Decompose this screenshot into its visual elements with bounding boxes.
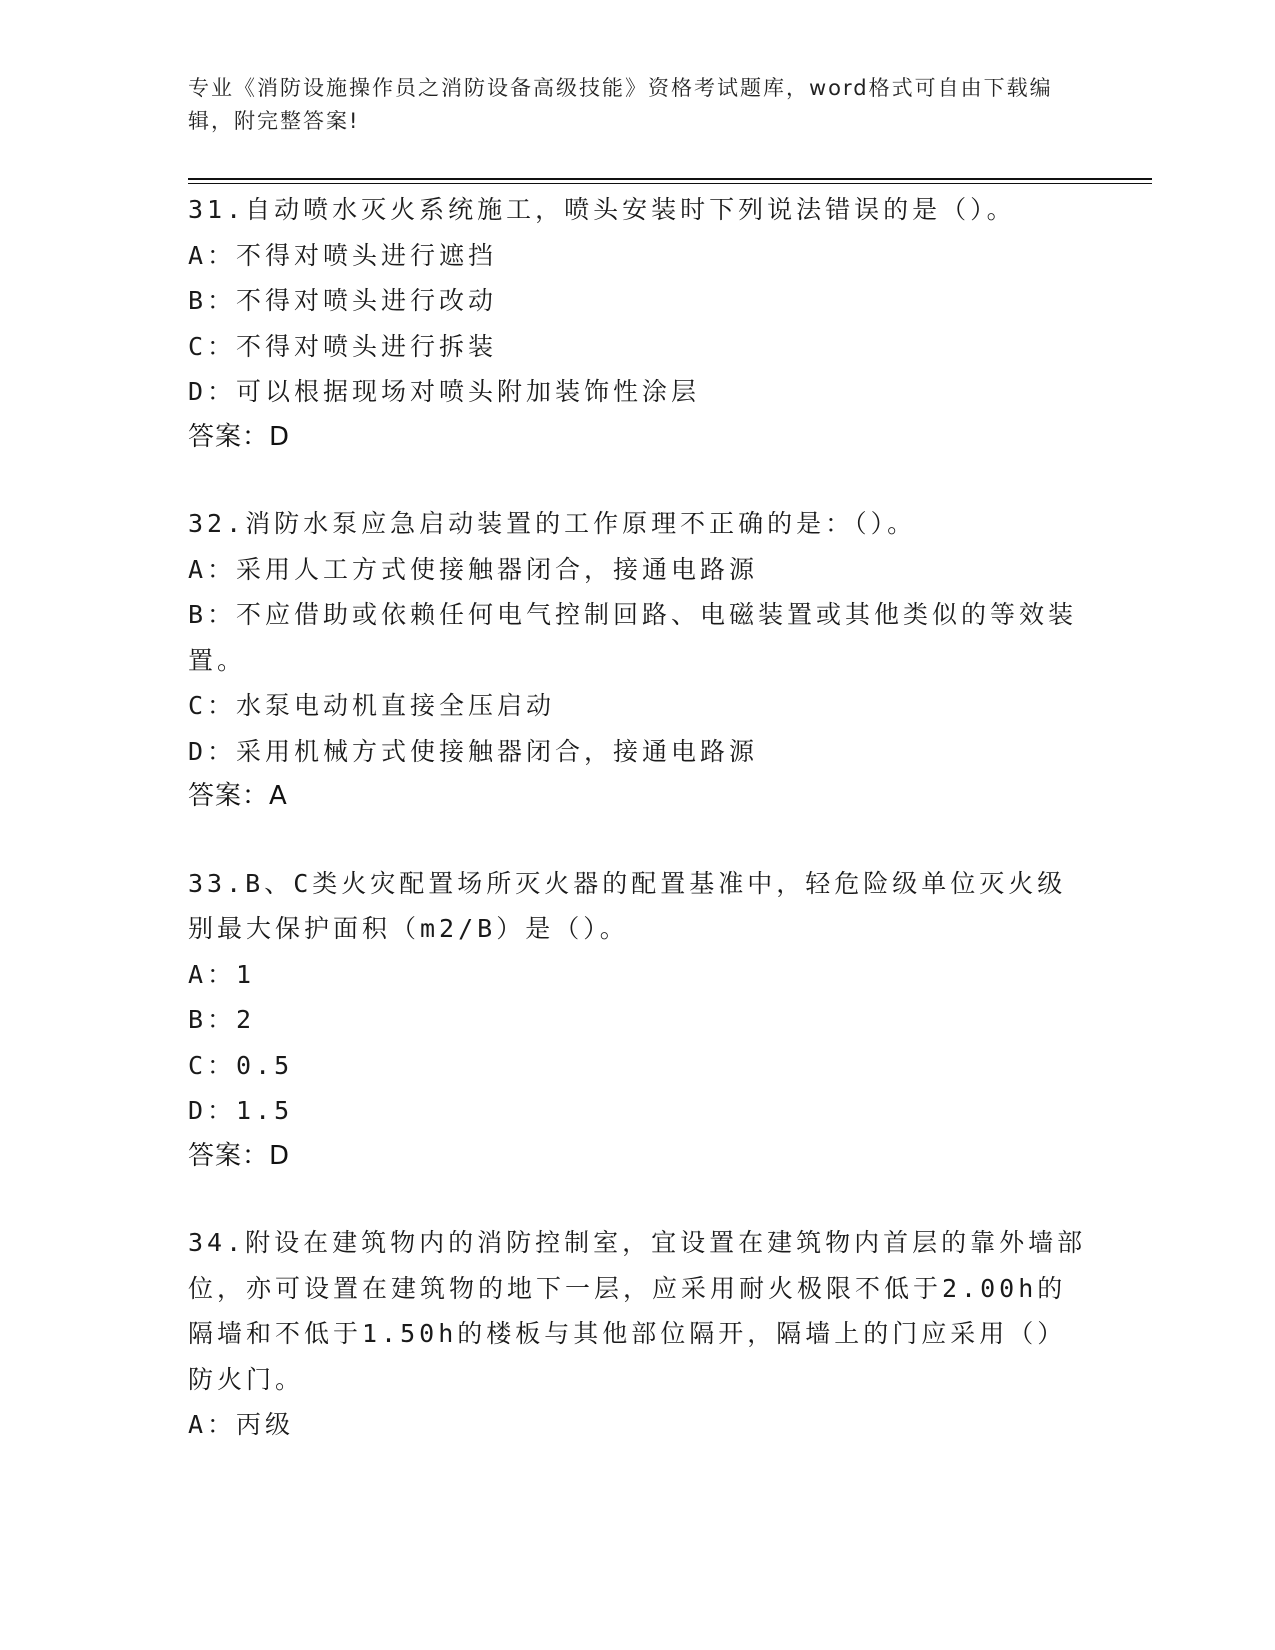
- answer-label: 答案：D: [188, 1140, 291, 1171]
- option-d: D：可以根据现场对喷头附加装饰性涂层: [188, 377, 701, 406]
- option-b: B：不得对喷头进行改动: [188, 286, 498, 315]
- option-b: B：不应借助或依赖任何电气控制回路、电磁装置或其他类似的等效装置。: [188, 600, 1078, 675]
- page-header: 专业《消防设施操作员之消防设备高级技能》资格考试题库，word格式可自由下载编辑，附完整答案!: [188, 76, 1053, 133]
- answer-label: 答案：A: [188, 781, 288, 811]
- question-stem: 32.消防水泵应急启动装置的工作原理不正确的是：（）。: [188, 509, 917, 538]
- option-c: C：不得对喷头进行拆装: [188, 331, 498, 361]
- question-31: [188, 187, 1088, 460]
- header-divider-thin: [188, 183, 1152, 184]
- answer-label: 答案：D: [188, 421, 291, 452]
- header-divider-thick: [188, 178, 1152, 180]
- option-a: A：不得对喷头进行遮挡: [188, 240, 498, 270]
- option-a: A：1: [188, 959, 256, 989]
- question-33: [188, 861, 1088, 1180]
- question-34: [188, 1220, 1088, 1448]
- option-c: C：0.5: [188, 1050, 294, 1080]
- option-c: C：水泵电动机直接全压启动: [188, 691, 556, 720]
- option-a: A：丙级: [188, 1410, 295, 1439]
- question-stem: 31.自动喷水灭火系统施工，喷头安装时下列说法错误的是（）。: [188, 195, 1016, 224]
- option-a: A：采用人工方式使接触器闭合，接通电路源: [188, 554, 759, 584]
- option-b: B：2: [188, 1005, 256, 1034]
- question-32: [188, 501, 1088, 820]
- question-list: [188, 187, 1088, 1489]
- option-d: D：采用机械方式使接触器闭合，接通电路源: [188, 736, 759, 766]
- option-d: D：1.5: [188, 1096, 294, 1125]
- question-stem: 34.附设在建筑物内的消防控制室，宜设置在建筑物内首层的靠外墙部位，亦可设置在建筑物的地下一层，应采用耐火极限不低于2.00h的隔墙和不低于1.50h的楼板与其他部位隔开，隔墙上的门应采用（）防火门。: [188, 1228, 1087, 1394]
- question-stem: 33.B、C类火灾配置场所灭火器的配置基准中，轻危险级单位灭火级别最大保护面积（m2/B）是（）。: [188, 868, 1067, 943]
